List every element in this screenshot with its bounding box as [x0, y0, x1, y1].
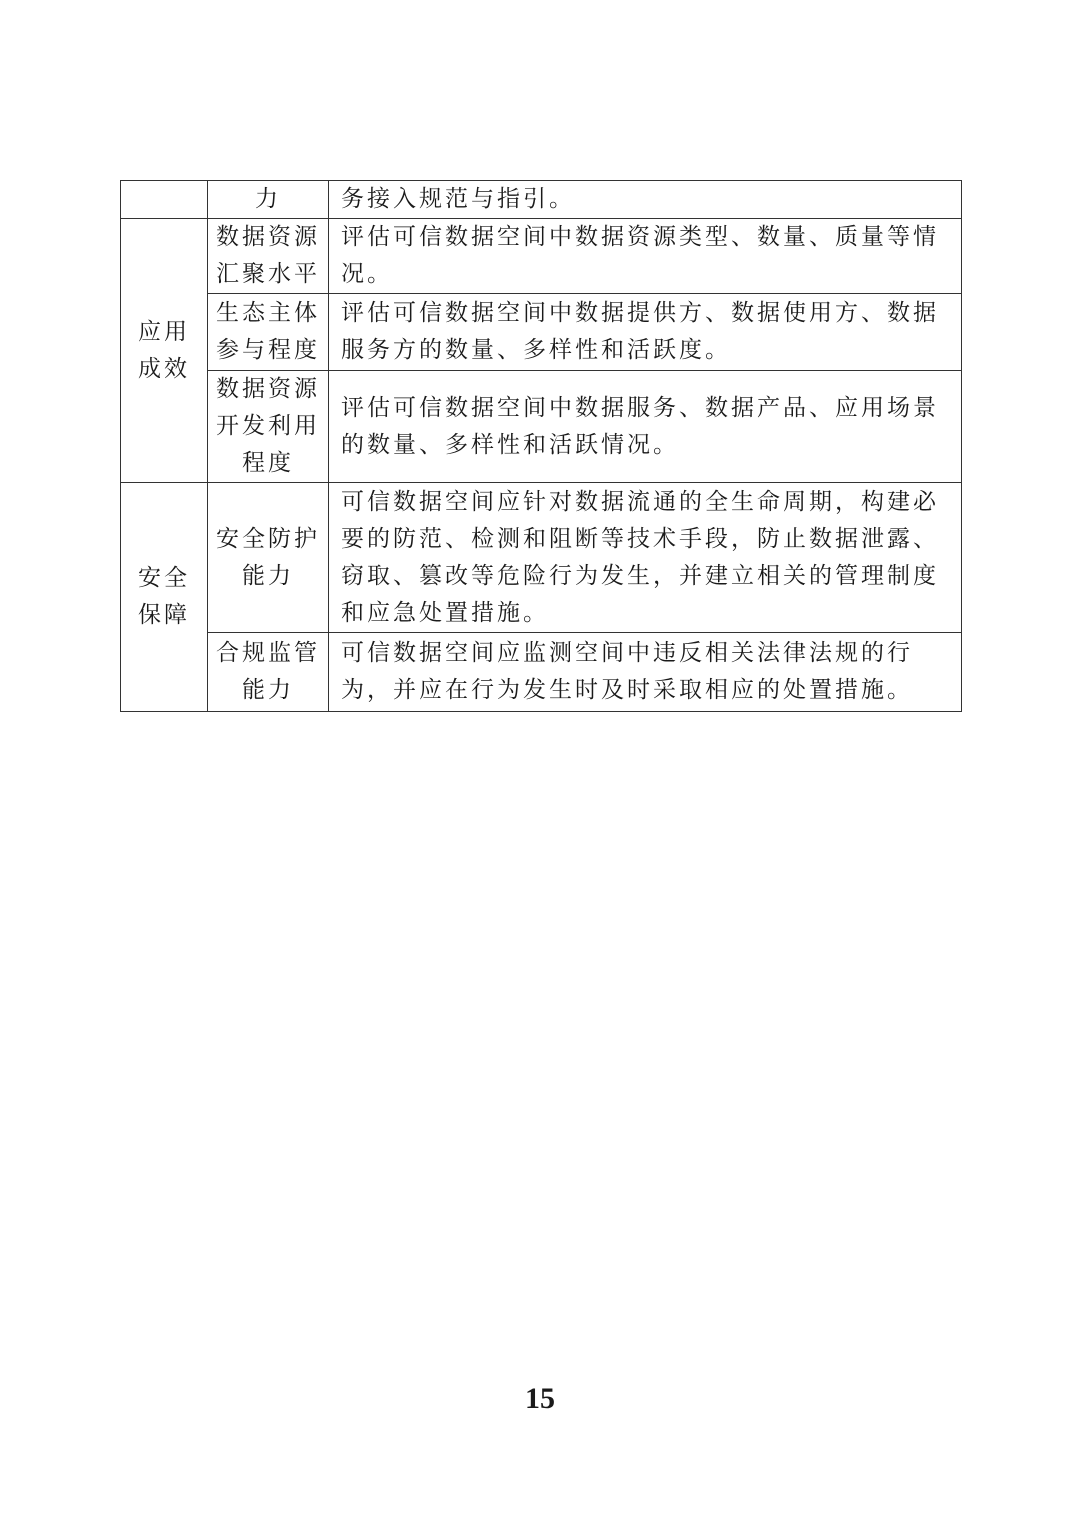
- table-row: [121, 219, 962, 294]
- table-row: [121, 483, 962, 633]
- table-row: [121, 371, 962, 483]
- subcategory-cell: 安全防护 能力: [208, 483, 329, 633]
- description-cell: 可信数据空间应针对数据流通的全生命周期，构建必要的防范、检测和阻断等技术手段，防止数据泄露、窃取、篡改等危险行为发生，并建立相关的管理制度和应急处置措施。: [329, 483, 962, 633]
- subcategory-cell: 数据资源 开发利用 程度: [208, 371, 329, 483]
- description-cell: 评估可信数据空间中数据资源类型、数量、质量等情况。: [329, 219, 962, 294]
- description-cell: 评估可信数据空间中数据提供方、数据使用方、数据服务方的数量、多样性和活跃度。: [329, 294, 962, 371]
- category-cell-application: 应用 成效: [121, 219, 208, 483]
- description-cell: 可信数据空间应监测空间中违反相关法律法规的行为，并应在行为发生时及时采取相应的处置措施。: [329, 633, 962, 712]
- description-cell: 评估可信数据空间中数据服务、数据产品、应用场景的数量、多样性和活跃情况。: [329, 371, 962, 483]
- subcategory-cell: 合规监管 能力: [208, 633, 329, 712]
- table-row: [121, 294, 962, 371]
- evaluation-table: [120, 180, 962, 712]
- description-cell: 务接入规范与指引。: [329, 181, 962, 219]
- subcategory-cell: 数据资源 汇聚水平: [208, 219, 329, 294]
- page-number: 15: [525, 1382, 555, 1415]
- table-row: [121, 633, 962, 712]
- category-cell-security: 安全 保障: [121, 483, 208, 712]
- subcategory-cell: 生态主体 参与程度: [208, 294, 329, 371]
- subcategory-cell: 力: [208, 181, 329, 219]
- table-row: [121, 181, 962, 219]
- category-cell-empty: [121, 181, 208, 219]
